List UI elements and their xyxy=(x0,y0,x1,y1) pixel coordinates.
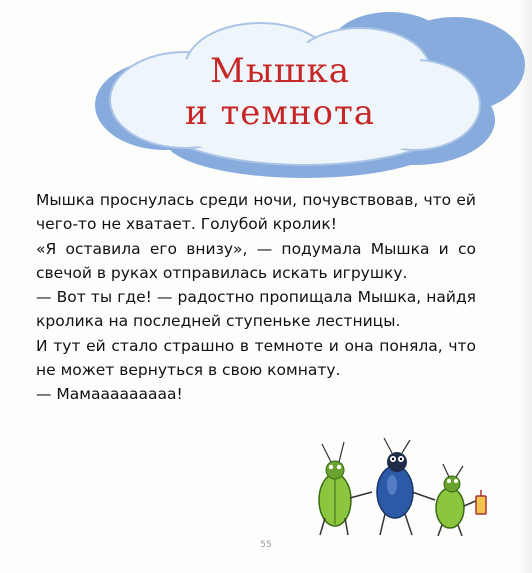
paragraph-3: — Вот ты где! — радостно пропищала Мышка, найдя кролика на последней ступеньке лестницы. xyxy=(36,288,476,331)
title-line-2: и темнота xyxy=(184,93,376,133)
bugs-illustration xyxy=(300,430,510,540)
title-line-1: Мышка xyxy=(209,51,350,91)
paragraph-1: Мышка проснулась среди ночи, почувствовав, что ей чего-то не хватает. Голубой кролик! xyxy=(36,191,476,234)
story-title xyxy=(130,50,430,134)
paragraph-2: «Я оставила его внизу», — подумала Мышка и со свечой в руках отправилась искать игрушку. xyxy=(36,239,476,282)
green-bug-left xyxy=(319,442,372,535)
paragraph-4: И тут ей стало страшно в темноте и она поняла, что не может вернуться в свою комнату. xyxy=(36,336,476,380)
green-bug-right xyxy=(436,464,486,536)
blue-bug-middle xyxy=(377,438,435,535)
paragraph-5: — Мамааааааааа! xyxy=(36,385,183,404)
story-text xyxy=(36,188,476,407)
page-number: 55 xyxy=(260,540,272,550)
